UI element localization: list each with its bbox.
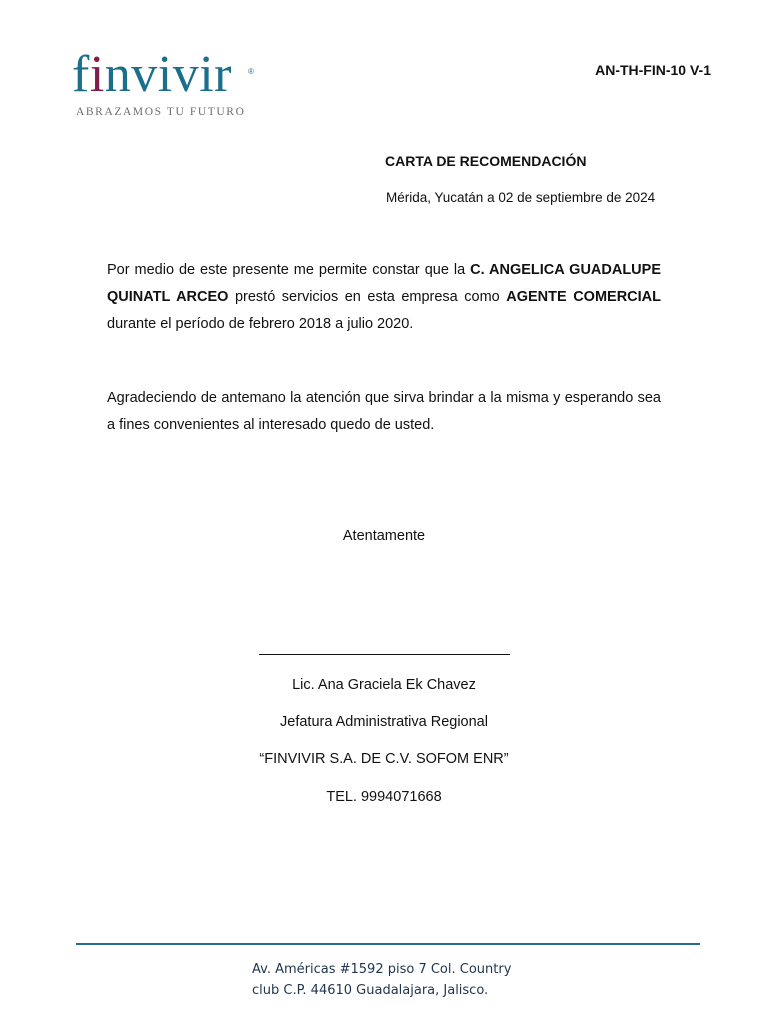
letter-title: CARTA DE RECOMENDACIÓN — [385, 153, 587, 169]
closing-text: Atentamente — [342, 528, 426, 544]
paragraph-end-text: durante el período de febrero 2018 a julio 2020. — [107, 316, 414, 332]
footer-address-line-2: club C.P. 44610 Guadalajara, Jalisco. — [252, 983, 489, 998]
logo-letters-rest: nvivir — [104, 46, 232, 103]
signatory-company: “FINVIVIR S.A. DE C.V. SOFOM ENR” — [259, 751, 509, 767]
registered-mark: ® — [248, 67, 254, 76]
logo-tagline: ABRAZAMOS TU FUTURO — [76, 106, 246, 118]
body-paragraph-2: Agradeciendo de antemano la atención que sirva brindar a la misma y esperando sea a fines convenientes al interesado quedo de usted. — [107, 390, 661, 433]
logo-wordmark — [72, 44, 232, 106]
paragraph-intro-text: Por medio de este presente me permite constar que la — [107, 262, 471, 278]
footer-address-line-1: Av. Américas #1592 piso 7 Col. Country — [252, 962, 512, 977]
signatory-name: Lic. Ana Graciela Ek Chavez — [292, 677, 476, 693]
company-logo — [58, 44, 258, 134]
logo-letter-f: f — [72, 46, 90, 103]
document-code: AN-TH-FIN-10 V-1 — [595, 62, 711, 78]
logo-letter-i: i — [89, 46, 105, 103]
signature-line — [259, 654, 510, 655]
footer-divider — [76, 943, 700, 945]
footer-address — [252, 959, 511, 1001]
paragraph-mid-text: prestó servicios en esta empresa como — [228, 289, 507, 305]
letter-date: Mérida, Yucatán a 02 de septiembre de 2024 — [386, 190, 656, 205]
signatory-position: Jefatura Administrativa Regional — [280, 714, 488, 730]
employee-role: AGENTE COMERCIAL — [506, 289, 661, 305]
body-paragraph-1 — [107, 257, 661, 338]
signatory-phone: TEL. 9994071668 — [326, 789, 442, 805]
employee-name: C. ANGELICA GUADALUPE QUINATL ARCEO — [107, 262, 662, 305]
